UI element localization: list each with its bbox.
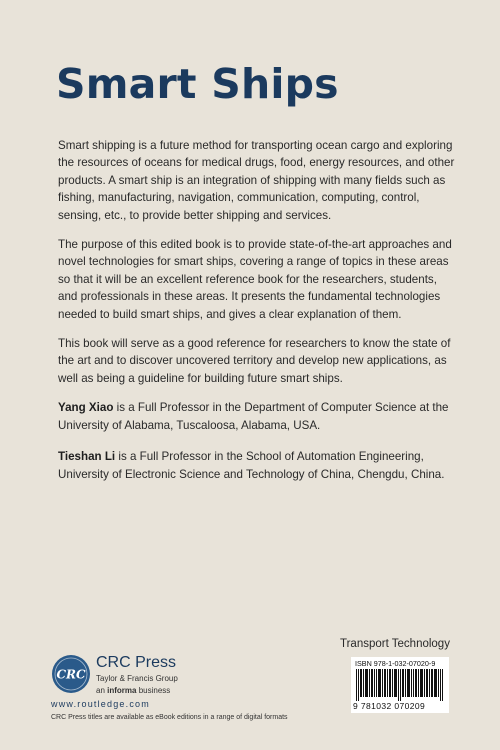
ebook-note: CRC Press titles are available as eBook editions in a range of digital formats: [51, 714, 288, 721]
publisher-business-line: an informa business: [96, 686, 171, 695]
back-cover-text: [58, 137, 456, 497]
subject-category: Transport Technology: [340, 638, 450, 650]
barcode-digits: 9 781032 070209: [353, 701, 426, 711]
publisher-url: www.routledge.com: [51, 699, 150, 709]
publisher-group: Taylor & Francis Group: [96, 674, 178, 683]
crc-press-logo-icon: [51, 654, 91, 694]
author-name: Tieshan Li: [58, 450, 116, 464]
author-name: Yang Xiao: [58, 401, 114, 415]
logo-text: CRC: [56, 667, 86, 682]
book-title: Smart Ships: [56, 60, 339, 108]
barcode-icon: [356, 669, 444, 701]
isbn-label: ISBN 978-1-032-07020-9: [355, 659, 436, 668]
description-paragraph: The purpose of this edited book is to provide state-of-the-art approaches and novel technologies for smart ships, covering a range of topics in these areas so that it will be an excellent reference book for the researchers, students, and professionals in these areas. It presents the fundamental technologies needed to build smart ships, and gives a clear explanation of them.: [58, 238, 452, 321]
author-bio: [58, 399, 456, 434]
author-bio-text: is a Full Professor in the School of Automation Engineering, University of Electronic Science and Technology of China, Chengdu, China.: [58, 450, 445, 481]
isbn-barcode: [351, 657, 449, 713]
publisher-name: CRC Press: [96, 654, 177, 671]
author-bio-text: is a Full Professor in the Department of Computer Science at the University of Alabama, Tuscaloosa, Alabama, USA.: [58, 401, 449, 432]
author-bio: [58, 448, 456, 483]
description-paragraph: Smart shipping is a future method for transporting ocean cargo and exploring the resources of oceans for medical drugs, food, energy resources, and other products. A smart ship is an integration of shipping with many fields such as fishing, manufacturing, navigation, communication, computing, control, sensing, etc., to provide better shipping and services.: [58, 139, 455, 222]
informa-brand: informa: [107, 686, 137, 695]
description-paragraph: This book will serve as a good reference for researchers to know the state of the art and to discover uncovered territory and develop new applications, as well as being a guideline for building future smart ships.: [58, 337, 451, 385]
